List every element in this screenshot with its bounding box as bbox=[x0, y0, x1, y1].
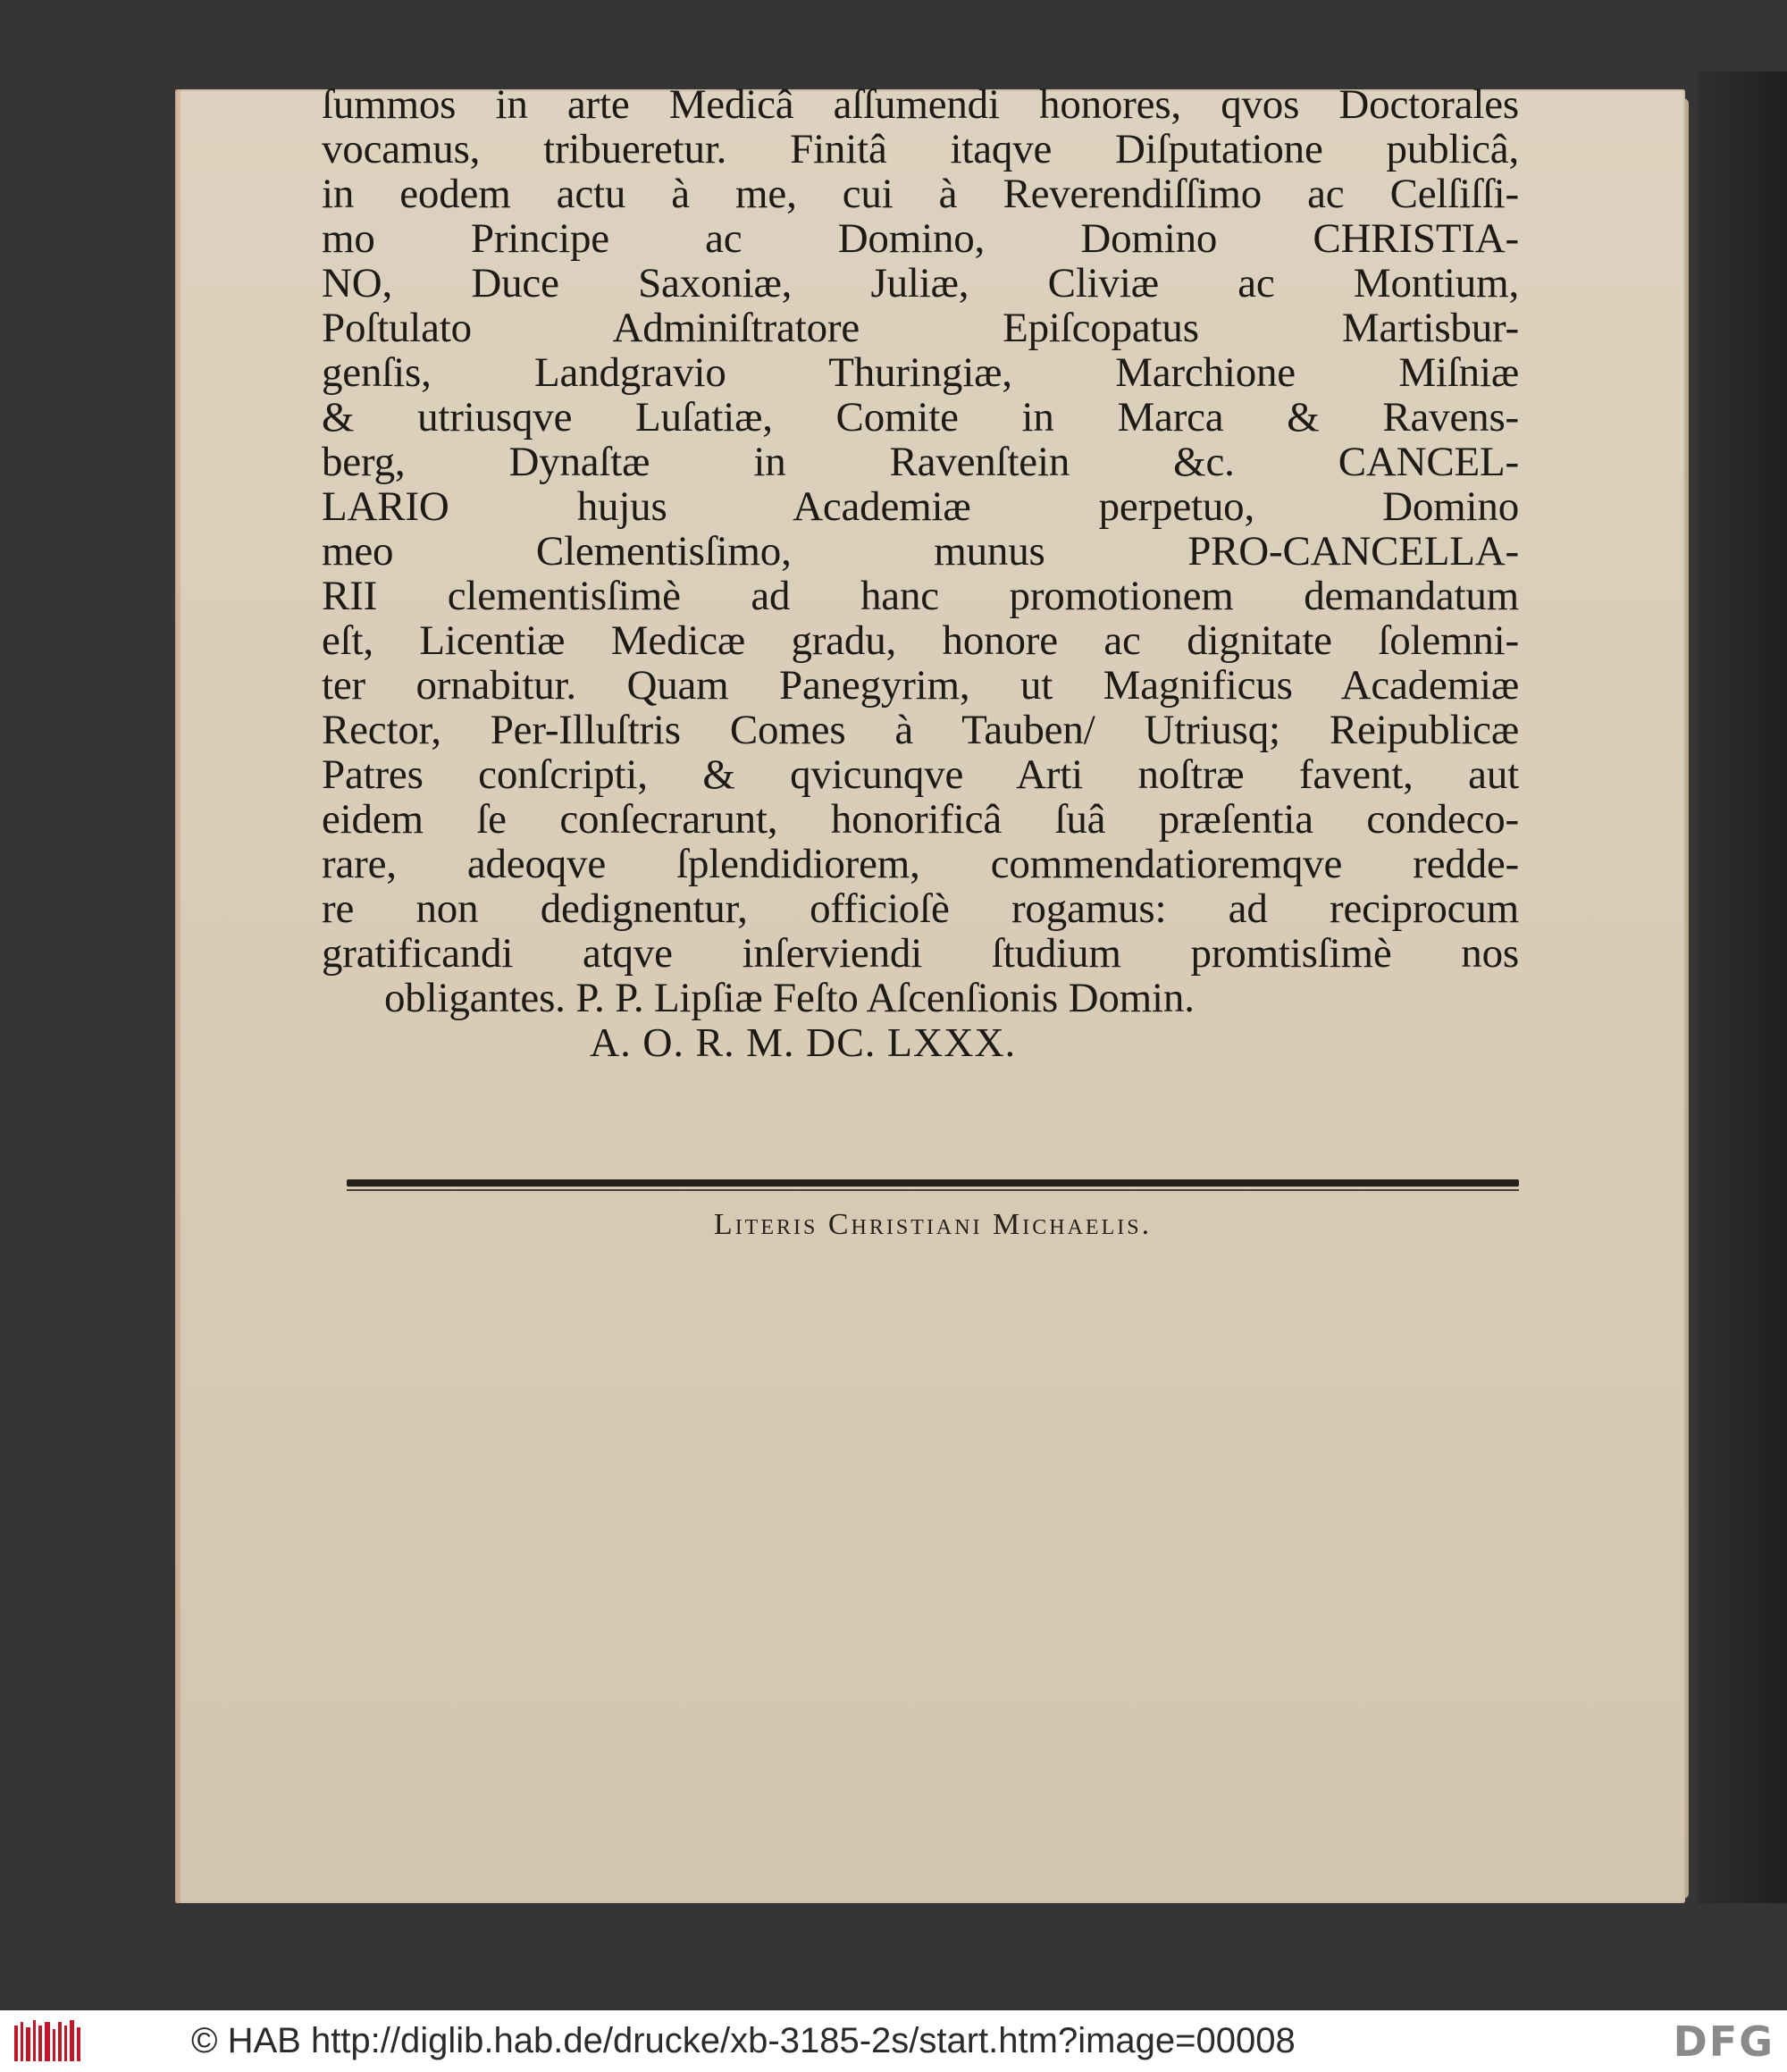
text-line: vocamus, tribueretur. Finitâ itaqve Diſputatione publicâ, bbox=[322, 126, 1519, 172]
text-line: meo Clementisſimo, munus PRO-CANCELLA- bbox=[322, 528, 1519, 575]
footer-copyright-url: © HAB http://diglib.hab.de/drucke/xb-3185-2s/start.htm?image=00008 bbox=[191, 2021, 1296, 2060]
text-line: in eodem actu à me, cui à Reverendiſſimo ac Celſiſſi- bbox=[322, 171, 1519, 217]
text-line: RII clementisſimè ad hanc promotionem demandatum bbox=[322, 573, 1519, 619]
text-line: Patres conſcripti, & qvicunqve Arti noſtræ favent, aut bbox=[322, 751, 1519, 798]
binding-edge bbox=[1698, 71, 1787, 1903]
horizontal-rule bbox=[347, 1179, 1519, 1187]
date-line: A. O. R. M. DC. LXXX. bbox=[590, 1019, 1017, 1065]
printer-imprint: Literis Christiani Michaelis. bbox=[713, 1208, 1153, 1241]
viewer-footer bbox=[0, 2010, 1787, 2072]
text-line: LARIO hujus Academiæ perpetuo, Domino bbox=[322, 483, 1519, 530]
text-line: Poſtulato Adminiſtratore Epiſcopatus Martisbur- bbox=[322, 305, 1519, 351]
horizontal-rule-thin bbox=[347, 1189, 1519, 1191]
text-line: Rector, Per-Illuſtris Comes à Tauben/ Utriusq; Reipublicæ bbox=[322, 707, 1519, 753]
text-line: & utriusqve Luſatiæ, Comite in Marca & Ravens- bbox=[322, 394, 1519, 440]
hab-barcode-logo-icon bbox=[13, 2018, 84, 2065]
text-line: gratificandi atqve inſerviendi ſtudium promtisſimè nos bbox=[322, 930, 1519, 977]
dfg-logo: DFG bbox=[1673, 2017, 1774, 2066]
text-line: berg, Dynaſtæ in Ravenſtein &c. CANCEL- bbox=[322, 439, 1519, 485]
text-line: NO, Duce Saxoniæ, Juliæ, Cliviæ ac Montium, bbox=[322, 260, 1519, 306]
text-line: eidem ſe conſecrarunt, honorificâ ſuâ præſentia condeco- bbox=[322, 796, 1519, 843]
text-line: genſis, Landgravio Thuringiæ, Marchione Miſniæ bbox=[322, 349, 1519, 396]
text-line: mo Principe ac Domino, Domino CHRISTIA- bbox=[322, 215, 1519, 262]
text-line: obligantes. P. P. Lipſiæ Feſto Aſcenſionis Domin. bbox=[384, 975, 1195, 1021]
text-line: ſummos in arte Medicâ aſſumendi honores, qvos Doctorales bbox=[322, 81, 1519, 128]
text-line: ter ornabitur. Quam Panegyrim, ut Magnificus Academiæ bbox=[322, 662, 1519, 709]
text-line: eſt, Licentiæ Medicæ gradu, honore ac dignitate ſolemni- bbox=[322, 617, 1519, 664]
text-line: re non dedignentur, officioſè rogamus: ad reciprocum bbox=[322, 885, 1519, 932]
document-text-block bbox=[322, 82, 1519, 1065]
text-line: rare, adeoqve ſplendidiorem, commendatioremqve redde- bbox=[322, 841, 1519, 887]
